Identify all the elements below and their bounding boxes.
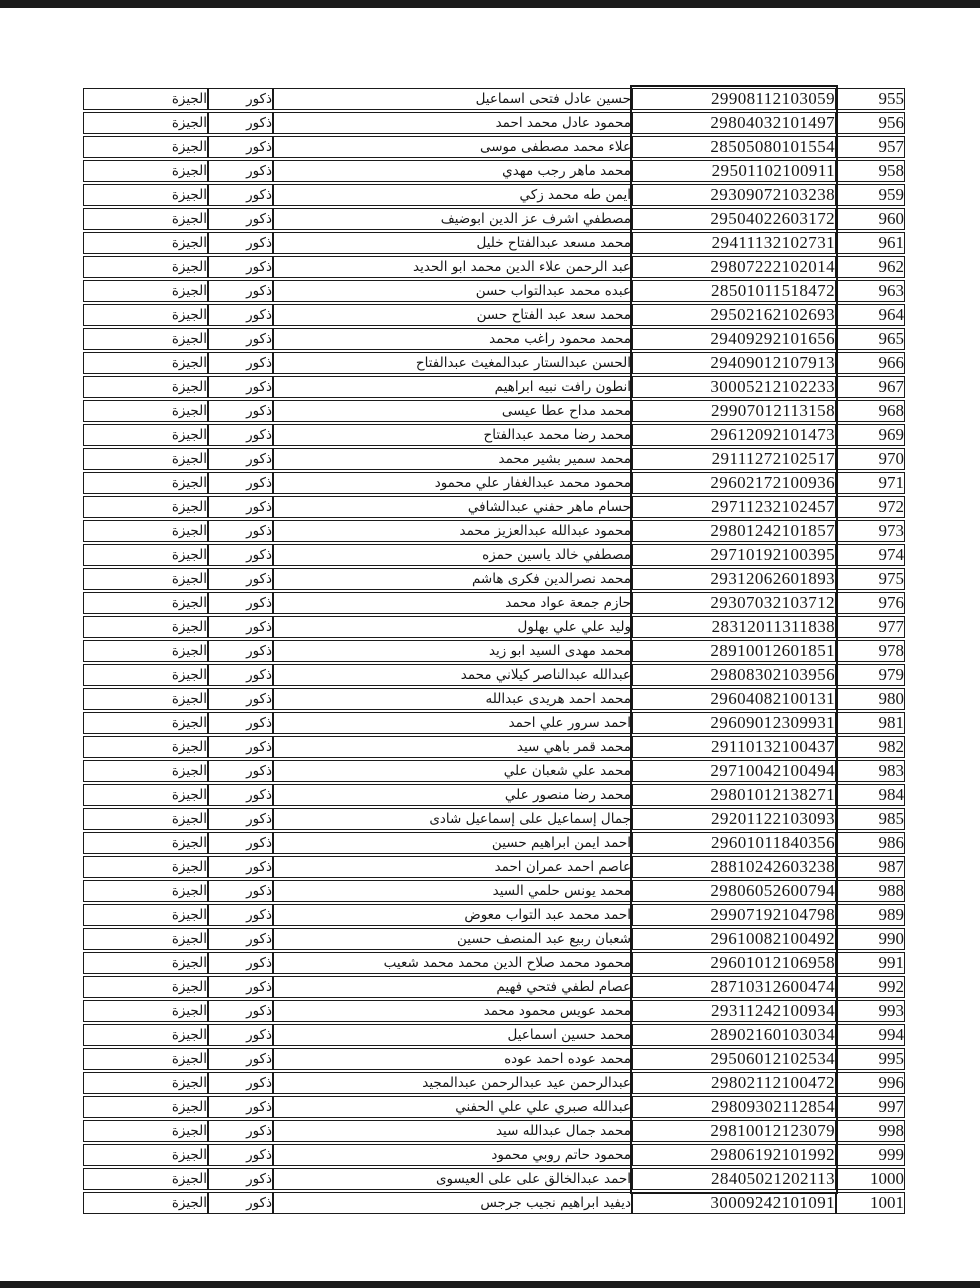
table-row — [83, 232, 905, 254]
serial-cell: 985 — [836, 808, 905, 830]
governorate-cell: الجيزة — [83, 256, 208, 278]
table-row — [83, 304, 905, 326]
serial-cell: 991 — [836, 952, 905, 974]
governorate-cell: الجيزة — [83, 304, 208, 326]
name-cell: شعبان ربيع عبد المنصف حسين — [273, 928, 632, 950]
serial-cell: 977 — [836, 616, 905, 638]
gender-cell: ذكور — [208, 760, 273, 782]
table-row — [83, 424, 905, 446]
national-id-cell: 29311242100934 — [632, 1000, 836, 1022]
national-id-cell: 29907192104798 — [632, 904, 836, 926]
gender-cell: ذكور — [208, 880, 273, 902]
gender-cell: ذكور — [208, 280, 273, 302]
governorate-cell: الجيزة — [83, 832, 208, 854]
name-cell: احمد محمد عبد التواب معوض — [273, 904, 632, 926]
scan-edge-bar-top — [0, 0, 980, 8]
table-row — [83, 160, 905, 182]
name-cell: عبده محمد عبدالتواب حسن — [273, 280, 632, 302]
governorate-cell: الجيزة — [83, 1048, 208, 1070]
gender-cell: ذكور — [208, 1144, 273, 1166]
governorate-cell: الجيزة — [83, 376, 208, 398]
national-id-cell: 29808302103956 — [632, 664, 836, 686]
name-cell: محمود عبدالله عبدالعزيز محمد — [273, 520, 632, 542]
gender-cell: ذكور — [208, 568, 273, 590]
roster-body — [83, 88, 905, 1214]
serial-cell: 973 — [836, 520, 905, 542]
serial-cell: 968 — [836, 400, 905, 422]
name-cell: محمود عادل محمد احمد — [273, 112, 632, 134]
name-cell: محمد مسعد عبدالفتاح خليل — [273, 232, 632, 254]
governorate-cell: الجيزة — [83, 1096, 208, 1118]
table-row — [83, 784, 905, 806]
name-cell: عصام لطفي فتحي فهيم — [273, 976, 632, 998]
gender-cell: ذكور — [208, 640, 273, 662]
governorate-cell: الجيزة — [83, 352, 208, 374]
serial-cell: 994 — [836, 1024, 905, 1046]
name-cell: جمال إسماعيل على إسماعيل شادى — [273, 808, 632, 830]
serial-cell: 965 — [836, 328, 905, 350]
serial-cell: 964 — [836, 304, 905, 326]
national-id-cell: 30005212102233 — [632, 376, 836, 398]
national-id-cell: 28405021202113 — [632, 1168, 836, 1190]
national-id-cell: 28505080101554 — [632, 136, 836, 158]
national-id-cell: 28501011518472 — [632, 280, 836, 302]
gender-cell: ذكور — [208, 688, 273, 710]
table-row — [83, 712, 905, 734]
governorate-cell: الجيزة — [83, 328, 208, 350]
gender-cell: ذكور — [208, 856, 273, 878]
name-cell: محمد يونس حلمي السيد — [273, 880, 632, 902]
governorate-cell: الجيزة — [83, 112, 208, 134]
serial-cell: 987 — [836, 856, 905, 878]
national-id-cell: 29409012107913 — [632, 352, 836, 374]
governorate-cell: الجيزة — [83, 136, 208, 158]
gender-cell: ذكور — [208, 496, 273, 518]
name-cell: محمود حاتم روبي محمود — [273, 1144, 632, 1166]
national-id-cell: 29711232102457 — [632, 496, 836, 518]
serial-cell: 996 — [836, 1072, 905, 1094]
table-row — [83, 496, 905, 518]
serial-cell: 984 — [836, 784, 905, 806]
national-id-cell: 29806192101992 — [632, 1144, 836, 1166]
national-id-cell: 29907012113158 — [632, 400, 836, 422]
name-cell: محمد سعد عبد الفتاح حسن — [273, 304, 632, 326]
governorate-cell: الجيزة — [83, 208, 208, 230]
name-cell: محمد عويس محمود محمد — [273, 1000, 632, 1022]
gender-cell: ذكور — [208, 976, 273, 998]
governorate-cell: الجيزة — [83, 520, 208, 542]
serial-cell: 960 — [836, 208, 905, 230]
serial-cell: 1001 — [836, 1192, 905, 1214]
gender-cell: ذكور — [208, 616, 273, 638]
serial-cell: 976 — [836, 592, 905, 614]
national-id-cell: 28910012601851 — [632, 640, 836, 662]
gender-cell: ذكور — [208, 184, 273, 206]
table-row — [83, 928, 905, 950]
national-id-cell: 29601012106958 — [632, 952, 836, 974]
governorate-cell: الجيزة — [83, 808, 208, 830]
name-cell: محمد عوده احمد عوده — [273, 1048, 632, 1070]
national-id-cell: 29502162102693 — [632, 304, 836, 326]
governorate-cell: الجيزة — [83, 1192, 208, 1214]
gender-cell: ذكور — [208, 328, 273, 350]
name-cell: محمد رضا منصور علي — [273, 784, 632, 806]
name-cell: ايمن طه محمد زكي — [273, 184, 632, 206]
national-id-cell: 29110132100437 — [632, 736, 836, 758]
table-row — [83, 376, 905, 398]
governorate-cell: الجيزة — [83, 784, 208, 806]
gender-cell: ذكور — [208, 520, 273, 542]
serial-cell: 992 — [836, 976, 905, 998]
national-id-cell: 29409292101656 — [632, 328, 836, 350]
table-row — [83, 1144, 905, 1166]
serial-cell: 963 — [836, 280, 905, 302]
name-cell: محمد علي شعبان علي — [273, 760, 632, 782]
serial-cell: 998 — [836, 1120, 905, 1142]
table-row — [83, 400, 905, 422]
table-row — [83, 184, 905, 206]
national-id-cell: 29804032101497 — [632, 112, 836, 134]
gender-cell: ذكور — [208, 208, 273, 230]
name-cell: محمد جمال عبدالله سيد — [273, 1120, 632, 1142]
governorate-cell: الجيزة — [83, 400, 208, 422]
national-id-cell: 29806052600794 — [632, 880, 836, 902]
gender-cell: ذكور — [208, 712, 273, 734]
gender-cell: ذكور — [208, 376, 273, 398]
name-cell: محمد حسين اسماعيل — [273, 1024, 632, 1046]
serial-cell: 993 — [836, 1000, 905, 1022]
national-id-cell: 29807222102014 — [632, 256, 836, 278]
gender-cell: ذكور — [208, 232, 273, 254]
gender-cell: ذكور — [208, 592, 273, 614]
table-row — [83, 1072, 905, 1094]
table-row — [83, 448, 905, 470]
serial-cell: 956 — [836, 112, 905, 134]
gender-cell: ذكور — [208, 664, 273, 686]
table-row — [83, 664, 905, 686]
name-cell: محمود محمد عبدالغفار علي محمود — [273, 472, 632, 494]
table-row — [83, 112, 905, 134]
governorate-cell: الجيزة — [83, 856, 208, 878]
governorate-cell: الجيزة — [83, 736, 208, 758]
gender-cell: ذكور — [208, 952, 273, 974]
governorate-cell: الجيزة — [83, 760, 208, 782]
national-id-cell: 29602172100936 — [632, 472, 836, 494]
table-row — [83, 856, 905, 878]
serial-cell: 982 — [836, 736, 905, 758]
serial-cell: 962 — [836, 256, 905, 278]
gender-cell: ذكور — [208, 1024, 273, 1046]
table-row — [83, 976, 905, 998]
serial-cell: 958 — [836, 160, 905, 182]
governorate-cell: الجيزة — [83, 232, 208, 254]
governorate-cell: الجيزة — [83, 1120, 208, 1142]
governorate-cell: الجيزة — [83, 616, 208, 638]
gender-cell: ذكور — [208, 832, 273, 854]
national-id-cell: 28810242603238 — [632, 856, 836, 878]
table-row — [83, 1120, 905, 1142]
gender-cell: ذكور — [208, 1000, 273, 1022]
governorate-cell: الجيزة — [83, 280, 208, 302]
name-cell: محمد سمير بشير محمد — [273, 448, 632, 470]
name-cell: حسام ماهر حفني عبدالشافي — [273, 496, 632, 518]
serial-cell: 978 — [836, 640, 905, 662]
national-id-cell: 28710312600474 — [632, 976, 836, 998]
gender-cell: ذكور — [208, 472, 273, 494]
serial-cell: 975 — [836, 568, 905, 590]
gender-cell: ذكور — [208, 112, 273, 134]
serial-cell: 990 — [836, 928, 905, 950]
serial-cell: 969 — [836, 424, 905, 446]
national-id-cell: 29801012138271 — [632, 784, 836, 806]
gender-cell: ذكور — [208, 904, 273, 926]
name-cell: محمود محمد صلاح الدين محمد محمد شعيب — [273, 952, 632, 974]
governorate-cell: الجيزة — [83, 184, 208, 206]
governorate-cell: الجيزة — [83, 1000, 208, 1022]
governorate-cell: الجيزة — [83, 712, 208, 734]
table-row — [83, 808, 905, 830]
serial-cell: 955 — [836, 88, 905, 110]
table-row — [83, 1096, 905, 1118]
name-cell: محمد قمر باهي سيد — [273, 736, 632, 758]
national-id-cell: 29504022603172 — [632, 208, 836, 230]
serial-cell: 983 — [836, 760, 905, 782]
table-row — [83, 1024, 905, 1046]
gender-cell: ذكور — [208, 1168, 273, 1190]
gender-cell: ذكور — [208, 1072, 273, 1094]
national-id-cell: 29809302112854 — [632, 1096, 836, 1118]
name-cell: عبدالله صبري علي علي الحفني — [273, 1096, 632, 1118]
serial-cell: 997 — [836, 1096, 905, 1118]
name-cell: محمد محمود راغب محمد — [273, 328, 632, 350]
serial-cell: 989 — [836, 904, 905, 926]
name-cell: محمد مداح عطا عيسى — [273, 400, 632, 422]
table-row — [83, 880, 905, 902]
gender-cell: ذكور — [208, 448, 273, 470]
table-row — [83, 88, 905, 110]
serial-cell: 971 — [836, 472, 905, 494]
table-row — [83, 1192, 905, 1214]
serial-cell: 957 — [836, 136, 905, 158]
national-id-cell: 29309072103238 — [632, 184, 836, 206]
table-row — [83, 592, 905, 614]
national-id-cell: 29710042100494 — [632, 760, 836, 782]
governorate-cell: الجيزة — [83, 1168, 208, 1190]
name-cell: محمد رضا محمد عبدالفتاح — [273, 424, 632, 446]
governorate-cell: الجيزة — [83, 568, 208, 590]
name-cell: انطون رافت نبيه ابراهيم — [273, 376, 632, 398]
gender-cell: ذكور — [208, 544, 273, 566]
table-row — [83, 280, 905, 302]
table-row — [83, 1168, 905, 1190]
table-row — [83, 832, 905, 854]
governorate-cell: الجيزة — [83, 472, 208, 494]
serial-cell: 988 — [836, 880, 905, 902]
serial-cell: 967 — [836, 376, 905, 398]
national-id-cell: 29307032103712 — [632, 592, 836, 614]
governorate-cell: الجيزة — [83, 640, 208, 662]
name-cell: حازم جمعة عواد محمد — [273, 592, 632, 614]
national-id-cell: 29609012309931 — [632, 712, 836, 734]
national-id-cell: 29411132102731 — [632, 232, 836, 254]
table-row — [83, 136, 905, 158]
name-cell: مصطفي اشرف عز الدين ابوضيف — [273, 208, 632, 230]
table-row — [83, 1000, 905, 1022]
serial-cell: 979 — [836, 664, 905, 686]
table-row — [83, 616, 905, 638]
governorate-cell: الجيزة — [83, 544, 208, 566]
governorate-cell: الجيزة — [83, 952, 208, 974]
gender-cell: ذكور — [208, 784, 273, 806]
name-cell: احمد سرور علي احمد — [273, 712, 632, 734]
national-id-cell: 29604082100131 — [632, 688, 836, 710]
table-row — [83, 328, 905, 350]
governorate-cell: الجيزة — [83, 424, 208, 446]
serial-cell: 981 — [836, 712, 905, 734]
serial-cell: 986 — [836, 832, 905, 854]
table-row — [83, 208, 905, 230]
serial-cell: 970 — [836, 448, 905, 470]
gender-cell: ذكور — [208, 400, 273, 422]
national-id-cell: 29612092101473 — [632, 424, 836, 446]
governorate-cell: الجيزة — [83, 976, 208, 998]
gender-cell: ذكور — [208, 736, 273, 758]
governorate-cell: الجيزة — [83, 1144, 208, 1166]
gender-cell: ذكور — [208, 160, 273, 182]
gender-cell: ذكور — [208, 136, 273, 158]
name-cell: مصطفي خالد ياسين حمزه — [273, 544, 632, 566]
governorate-cell: الجيزة — [83, 688, 208, 710]
name-cell: محمد نصرالدين فكرى هاشم — [273, 568, 632, 590]
table-row — [83, 640, 905, 662]
national-id-cell: 29501102100911 — [632, 160, 836, 182]
name-cell: احمد عبدالخالق على على العيسوى — [273, 1168, 632, 1190]
table-row — [83, 568, 905, 590]
governorate-cell: الجيزة — [83, 88, 208, 110]
name-cell: علاء محمد مصطفى موسى — [273, 136, 632, 158]
national-id-cell: 29610082100492 — [632, 928, 836, 950]
name-cell: عبد الرحمن علاء الدين محمد ابو الحديد — [273, 256, 632, 278]
serial-cell: 972 — [836, 496, 905, 518]
national-id-cell: 29710192100395 — [632, 544, 836, 566]
governorate-cell: الجيزة — [83, 1072, 208, 1094]
name-cell: عاصم احمد عمران احمد — [273, 856, 632, 878]
gender-cell: ذكور — [208, 304, 273, 326]
name-cell: ديفيد ابراهيم نجيب جرجس — [273, 1192, 632, 1214]
gender-cell: ذكور — [208, 928, 273, 950]
governorate-cell: الجيزة — [83, 880, 208, 902]
serial-cell: 974 — [836, 544, 905, 566]
gender-cell: ذكور — [208, 88, 273, 110]
national-id-cell: 30009242101091 — [632, 1192, 836, 1214]
gender-cell: ذكور — [208, 808, 273, 830]
table-row — [83, 904, 905, 926]
name-cell: احمد ايمن ابراهيم حسين — [273, 832, 632, 854]
national-id-cell: 29201122103093 — [632, 808, 836, 830]
governorate-cell: الجيزة — [83, 448, 208, 470]
serial-cell: 999 — [836, 1144, 905, 1166]
governorate-cell: الجيزة — [83, 160, 208, 182]
national-id-cell: 29312062601893 — [632, 568, 836, 590]
table-row — [83, 736, 905, 758]
name-cell: الحسن عبدالستار عبدالمغيث عبدالفتاح — [273, 352, 632, 374]
national-id-cell: 29802112100472 — [632, 1072, 836, 1094]
gender-cell: ذكور — [208, 424, 273, 446]
voter-roster-table — [83, 86, 905, 1216]
name-cell: عبدالرحمن عيد عبدالرحمن عبدالمجيد — [273, 1072, 632, 1094]
governorate-cell: الجيزة — [83, 928, 208, 950]
name-cell: عبدالله عبدالناصر كيلاني محمد — [273, 664, 632, 686]
national-id-cell: 29801242101857 — [632, 520, 836, 542]
governorate-cell: الجيزة — [83, 496, 208, 518]
governorate-cell: الجيزة — [83, 664, 208, 686]
name-cell: محمد احمد هريدى عبدالله — [273, 688, 632, 710]
gender-cell: ذكور — [208, 352, 273, 374]
serial-cell: 961 — [836, 232, 905, 254]
table-row — [83, 352, 905, 374]
serial-cell: 1000 — [836, 1168, 905, 1190]
governorate-cell: الجيزة — [83, 904, 208, 926]
table-row — [83, 472, 905, 494]
table-row — [83, 760, 905, 782]
gender-cell: ذكور — [208, 1048, 273, 1070]
serial-cell: 995 — [836, 1048, 905, 1070]
name-cell: وليد علي علي بهلول — [273, 616, 632, 638]
governorate-cell: الجيزة — [83, 592, 208, 614]
national-id-cell: 28312011311838 — [632, 616, 836, 638]
serial-cell: 966 — [836, 352, 905, 374]
table-row — [83, 256, 905, 278]
gender-cell: ذكور — [208, 256, 273, 278]
national-id-cell: 29810012123079 — [632, 1120, 836, 1142]
name-cell: حسين عادل فتحى اسماعيل — [273, 88, 632, 110]
serial-cell: 980 — [836, 688, 905, 710]
table-row — [83, 1048, 905, 1070]
scan-edge-bar-bottom — [0, 1281, 980, 1288]
serial-cell: 959 — [836, 184, 905, 206]
national-id-cell: 29111272102517 — [632, 448, 836, 470]
table-row — [83, 520, 905, 542]
name-cell: محمد ماهر رجب مهدي — [273, 160, 632, 182]
table-row — [83, 952, 905, 974]
national-id-cell: 29601011840356 — [632, 832, 836, 854]
national-id-cell: 29908112103059 — [632, 88, 836, 110]
national-id-cell: 29506012102534 — [632, 1048, 836, 1070]
governorate-cell: الجيزة — [83, 1024, 208, 1046]
table-row — [83, 544, 905, 566]
gender-cell: ذكور — [208, 1192, 273, 1214]
national-id-cell: 28902160103034 — [632, 1024, 836, 1046]
table-row — [83, 688, 905, 710]
gender-cell: ذكور — [208, 1120, 273, 1142]
name-cell: محمد مهدى السيد ابو زيد — [273, 640, 632, 662]
gender-cell: ذكور — [208, 1096, 273, 1118]
